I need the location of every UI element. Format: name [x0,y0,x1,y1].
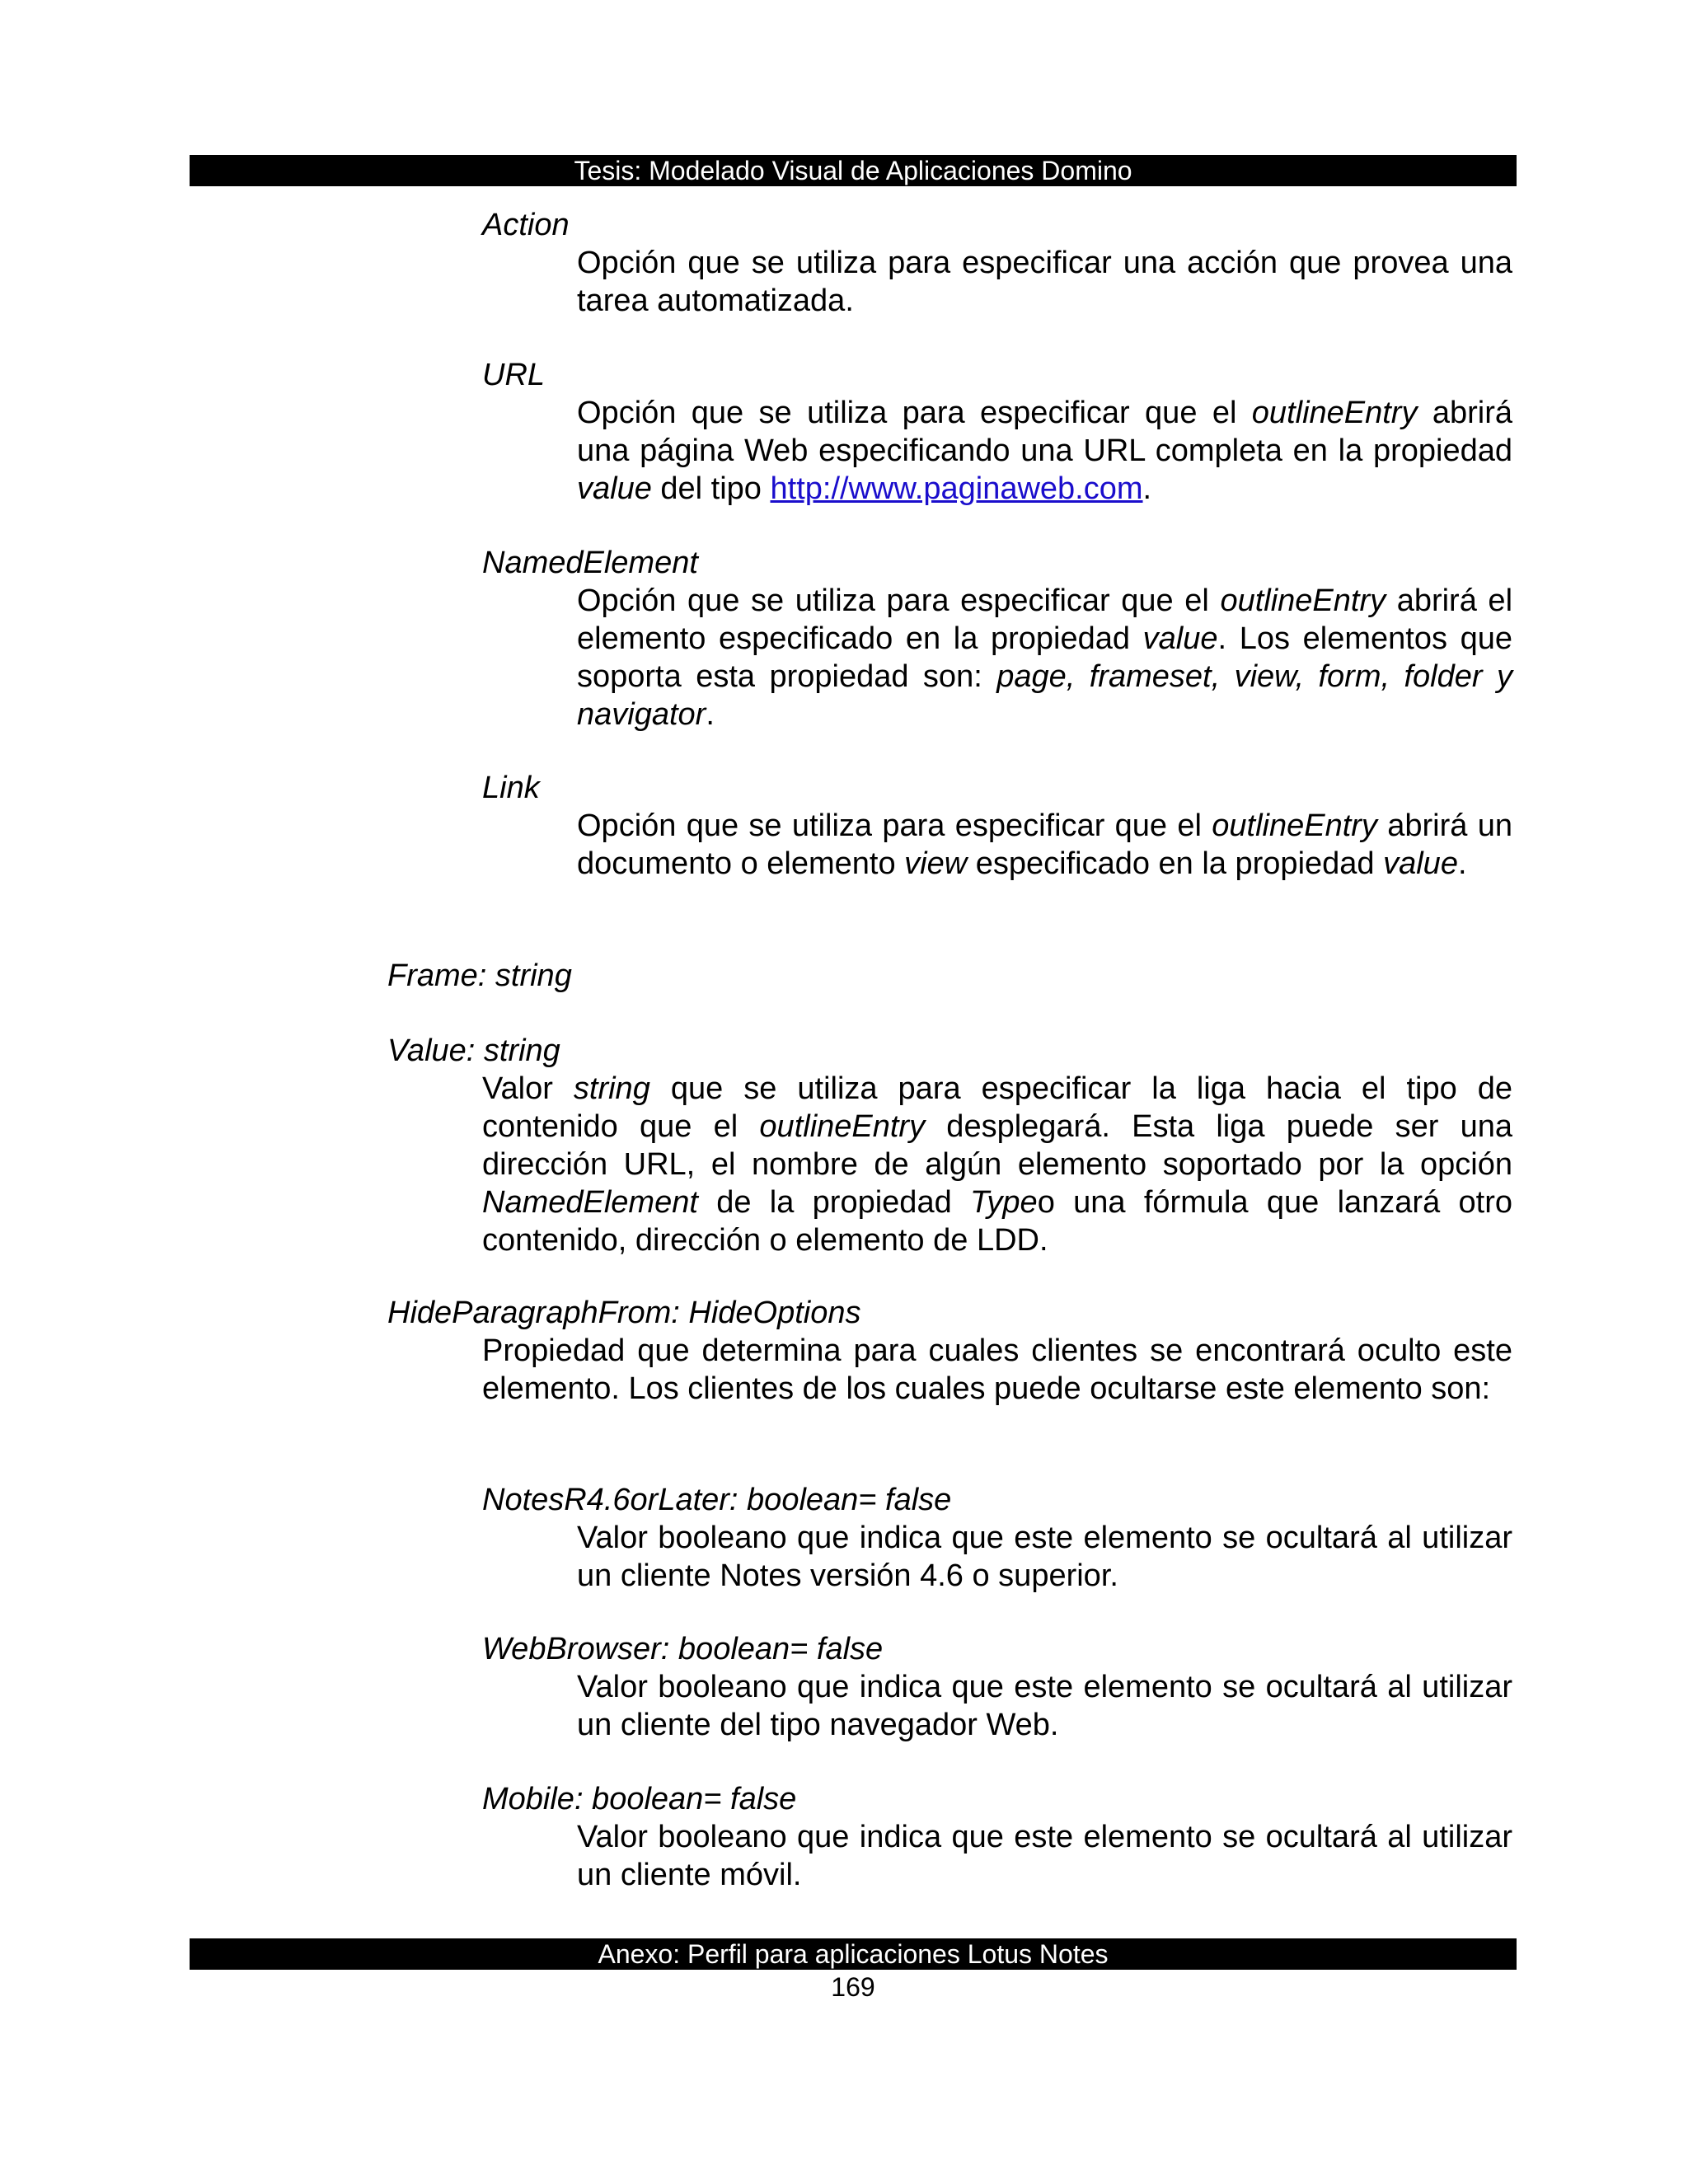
term-notes-r46: NotesR4.6orLater: boolean= false [482,1483,952,1517]
term-mobile: Mobile: boolean= false [482,1782,797,1816]
desc-link-text-c: especificado en la propiedad [967,846,1384,881]
desc-named-element-em-2: value [1142,621,1218,656]
desc-link [577,807,1512,883]
desc-url-text-b: abrirá una página Web especificando una URL completa en la propiedad [577,396,1512,468]
desc-named-element-text-d: . [706,697,715,732]
header-title: Tesis: Modelado Visual de Aplicaciones Domino [574,156,1132,185]
desc-mobile: Valor booleano que indica que este elemento se ocultará al utilizar un cliente móvil. [577,1820,1512,1892]
desc-named-element-text-a: Opción que se utiliza para especificar que el [577,583,1221,618]
desc-action: Opción que se utiliza para especificar una acción que provea una tarea automatizada. [577,246,1512,318]
desc-link-em-3: value [1383,846,1458,881]
term-web-browser: WebBrowser: boolean= false [482,1632,884,1666]
page-number: 169 [831,1972,875,2002]
desc-value-em-1: string [573,1071,650,1106]
desc-link-em-1: outlineEntry [1212,808,1377,843]
desc-named-element-text-c: . Los elementos que soporta esta propiedad son: [577,621,1512,694]
desc-value-em-4: Type [970,1185,1038,1220]
desc-named-element [577,582,1512,733]
desc-url-em-1: outlineEntry [1251,396,1418,430]
desc-value-text-e: o una fórmula que lanzará otro contenido, dirección o elemento de LDD. [482,1185,1513,1258]
desc-notes-r46: Valor booleano que indica que este elemento se ocultará al utilizar un cliente Notes versión 4.6 o superior. [577,1521,1512,1593]
desc-hide-paragraph: Propiedad que determina para cuales clientes se encontrará oculto este elemento. Los clientes de los cuales puede ocultarse este elemento son: [482,1333,1512,1406]
desc-url [577,394,1512,508]
term-link: Link [482,771,540,805]
footer-title: Anexo: Perfil para aplicaciones Lotus Notes [598,1939,1109,1969]
term-action: Action [482,208,570,242]
desc-link-text-b: abrirá un documento o elemento [577,808,1512,881]
desc-value-em-3: NamedElement [482,1185,698,1220]
term-value: Value: string [387,1033,560,1068]
term-url: URL [482,358,546,392]
desc-named-element-text-b: abrirá el elemento especificado en la propiedad [577,583,1513,656]
desc-named-element-em-1: outlineEntry [1220,583,1386,618]
term-named-element: NamedElement [482,546,698,580]
desc-value-em-2: outlineEntry [759,1109,926,1144]
desc-link-em-2: view [904,846,968,881]
desc-url-text-a: Opción que se utiliza para especificar que el [577,396,1252,430]
desc-url-em-2: value [577,471,652,506]
desc-value-text-b: que se utiliza para especificar la liga hacia el tipo de contenido que el [482,1071,1512,1144]
term-hide-paragraph: HideParagraphFrom: HideOptions [387,1296,861,1330]
desc-link-text-d: . [1457,846,1467,881]
url-link[interactable]: http://www.paginaweb.com [770,471,1143,506]
desc-link-text-a: Opción que se utiliza para especificar que el [577,808,1212,843]
desc-url-text-d: . [1142,471,1152,506]
desc-value-text-a: Valor [482,1071,574,1106]
desc-value-text-c: desplegará. Esta liga puede ser una dirección URL, el nombre de algún elemento soportado por la opción [482,1109,1513,1182]
page-footer [190,1938,1517,1970]
desc-web-browser: Valor booleano que indica que este elemento se ocultará al utilizar un cliente del tipo navegador Web. [577,1670,1512,1742]
desc-value-text-d: de la propiedad [697,1185,971,1220]
desc-named-element-em-3: page, frameset, view, form, folder y navigator [577,659,1512,732]
desc-url-text-c: del tipo [651,471,771,506]
page-header [190,155,1517,186]
desc-value [482,1070,1512,1259]
term-frame: Frame: string [387,958,572,993]
